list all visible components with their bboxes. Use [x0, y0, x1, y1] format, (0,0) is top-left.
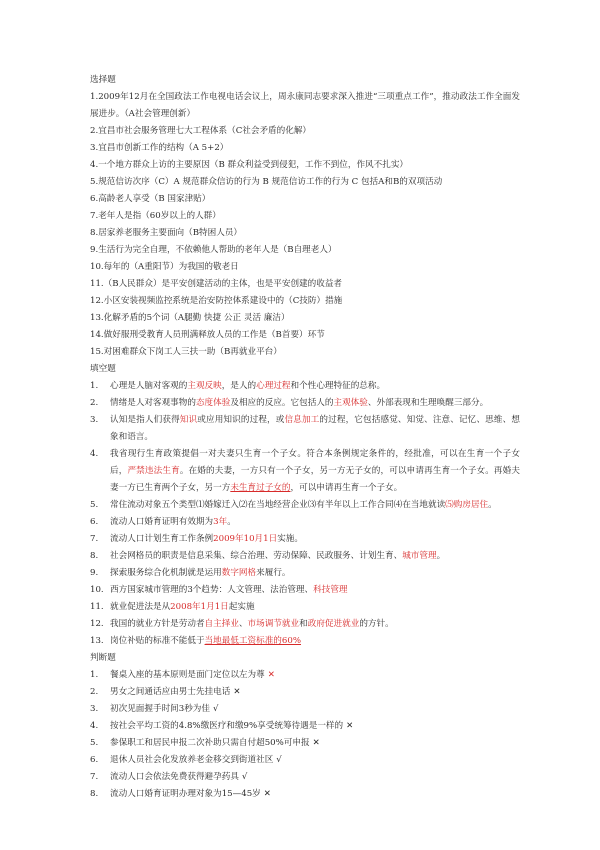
- fill-item: [90, 412, 520, 446]
- choice-item: 3.宜昌市创新工作的结构（A 5+2）: [90, 143, 229, 153]
- fill-item-number: 4.: [90, 449, 99, 459]
- judge-item: [90, 786, 520, 803]
- question-text: 认知是指人们获得: [110, 415, 180, 425]
- answer-highlight: 2008年1月1日: [170, 602, 229, 612]
- fill-item-text: [110, 497, 520, 514]
- fill-item-number: 6.: [90, 517, 99, 527]
- question-text: 西方国家城市管理的3个趋势：人文管理、法治管理、: [110, 585, 314, 595]
- question-text: 。: [436, 551, 446, 561]
- judge-item-number: 5.: [90, 738, 99, 748]
- choice-item: 6.高龄老人享受（B 国家津贴）: [90, 194, 211, 204]
- fill-item-number: 8.: [90, 551, 99, 561]
- question-text: 、: [238, 619, 248, 629]
- check-mark-icon: √: [213, 704, 219, 714]
- fill-item-number: 12.: [90, 619, 104, 629]
- question-text: 、外部表现和生理唤醒三部分。: [367, 398, 489, 408]
- fill-item: [90, 514, 520, 531]
- fill-item: [90, 616, 520, 633]
- question-text: 。在婚的夫妻，一方只有一个子女，另一方无子女的，可以申请再生育一个子女。再婚夫妻一方已生育两个子女，另一方: [110, 466, 520, 493]
- fill-item-number: 9.: [90, 568, 99, 578]
- section-title-choice: 选择题: [90, 75, 116, 85]
- answer-highlight: 政府促进就业: [307, 619, 360, 629]
- judge-item-text: [110, 701, 520, 718]
- answer-highlight: 主观体验: [333, 398, 368, 408]
- fill-item-number: 7.: [90, 534, 99, 544]
- question-text: 探索服务综合化机制就是运用: [110, 568, 222, 578]
- question-text: 流动人口计划生育工作条例: [110, 534, 214, 544]
- fill-item: [90, 378, 520, 395]
- question-text: 和个性心理特征的总称。: [290, 381, 386, 391]
- choice-item: 13.化解矛盾的5个词（A腿勤 快捷 公正 灵活 廉洁）: [90, 313, 290, 323]
- judge-item: [90, 684, 520, 701]
- question-text: 或应用知识的过程，或: [197, 415, 285, 425]
- document-page: [90, 72, 520, 803]
- choice-item: 15.对困难群众下岗工人三扶一助（B再就业平台）: [90, 347, 282, 357]
- choice-item: 9.生活行为完全自理，不依赖他人帮助的老年人是（B自理老人）: [90, 245, 337, 255]
- answer-highlight: ⑸购房居住: [445, 500, 489, 510]
- fill-question-list: [90, 378, 520, 650]
- check-mark-icon: √: [241, 772, 248, 782]
- question-text: 就业促进法是从: [110, 602, 171, 612]
- judge-item: [90, 667, 520, 684]
- judge-statement: 初次见面握手时间3秒为佳: [110, 704, 210, 714]
- judge-item-text: [110, 769, 520, 786]
- fill-item-text: [110, 446, 520, 497]
- section-title-judge: 判断题: [90, 653, 116, 663]
- answer-highlight: 科技管理: [313, 585, 348, 595]
- answer-highlight: 心理过程: [256, 381, 291, 391]
- choice-item: 7.老年人是指（60岁以上的人群）: [90, 211, 221, 221]
- fill-item-number: 1.: [90, 381, 99, 391]
- question-text: ，是人的: [221, 381, 257, 391]
- judge-statement: 流动人口婚育证明办理对象为15—45岁: [110, 789, 261, 799]
- judge-item: [90, 718, 520, 735]
- fill-item: [90, 582, 520, 599]
- answer-highlight: 2009年10月1日: [213, 534, 278, 544]
- answer-highlight: 3年: [213, 517, 228, 527]
- judge-statement: 餐桌入座的基本原则是面门定位以左为尊: [110, 670, 265, 680]
- judge-item-text: [110, 752, 520, 769]
- answer-highlight: 数字网格: [221, 568, 257, 578]
- judge-item-number: 7.: [90, 772, 99, 782]
- choice-item: 4.一个地方群众上访的主要原因（B 群众利益受到侵犯，工作不到位，作风不扎实）: [90, 160, 409, 170]
- judge-statement: 按社会平均工资的4.8%缴医疗和缴9%享受统筹待遇是一样的: [110, 721, 344, 731]
- question-text: 心理是人脑对客观的: [110, 381, 188, 391]
- section-title-fill: 填空题: [90, 364, 116, 374]
- judge-item-number: 4.: [90, 721, 99, 731]
- fill-item: [90, 548, 520, 565]
- choice-item: 12.小区安装视频监控系统是治安防控体系建设中的（C技防）措施: [90, 296, 343, 306]
- answer-highlight: 自主择业: [204, 619, 239, 629]
- judge-item-number: 8.: [90, 789, 99, 799]
- question-text: 的过程，它包括感觉、知觉、注意、记忆、思维、想象和语言。: [110, 415, 520, 442]
- judge-item-number: 6.: [90, 755, 99, 765]
- question-text: 及相应的反应。它包括人的: [230, 398, 334, 408]
- fill-item-text: [110, 412, 520, 446]
- choice-item: 14.做好服刑受教育人员刑满释放人员的工作是（B首要）环节: [90, 330, 325, 340]
- wrong-mark-icon: ✕: [233, 687, 241, 697]
- choice-item: 2.宜昌市社会服务管理七大工程体系（C社会矛盾的化解）: [90, 126, 312, 136]
- answer-highlight: 市场调节就业: [247, 619, 300, 629]
- fill-item-number: 11.: [90, 602, 104, 612]
- question-text: 我省现行生育政策提倡一对夫妻只生育一个子女。符合本条例规定条件的，经批准，可以在生育一个子女后，: [110, 449, 520, 476]
- fill-item: [90, 633, 520, 650]
- choice-item: 5.规范信访次序（C）A 规范群众信访的行为 B 规范信访工作的行为 C 包括A和B的双项活动: [90, 177, 443, 187]
- judge-item-text: [110, 735, 520, 752]
- question-text: 社会网格员的职责是信息采集、综合治理、劳动保障、民政服务、计划生育、: [110, 551, 403, 561]
- fill-item-number: 2.: [90, 398, 99, 408]
- answer-highlight: 知识: [179, 415, 198, 425]
- wrong-mark-icon: ✕: [263, 789, 271, 799]
- fill-item-text: [110, 599, 520, 616]
- judge-item-text: [110, 667, 520, 684]
- fill-item-text: [110, 395, 520, 412]
- answer-highlight: 当地最低工资标准的60%: [204, 636, 301, 646]
- question-text: 和: [299, 619, 308, 629]
- choice-question-list: [90, 89, 520, 361]
- answer-highlight: 信息加工: [284, 415, 320, 425]
- fill-item-text: [110, 582, 520, 599]
- judge-item-number: 1.: [90, 670, 99, 680]
- wrong-mark-icon: ✕: [312, 738, 320, 748]
- choice-item: 8.居家养老服务主要面向（B特困人员）: [90, 228, 243, 238]
- question-text: 来履行。: [256, 568, 291, 578]
- fill-item: [90, 497, 520, 514]
- fill-item-text: [110, 616, 520, 633]
- fill-item: [90, 565, 520, 582]
- choice-item: 1.2009年12月在全国政法工作电视电话会议上，周永康同志要求深入推进“三项重点工作”，推动政法工作全面发展进步。（A社会管理创新）: [90, 92, 520, 119]
- judge-item-number: 2.: [90, 687, 99, 697]
- fill-item-text: [110, 514, 520, 531]
- question-text: 岗位补贴的标准不能低于: [110, 636, 205, 646]
- answer-highlight: 严禁违法生育: [127, 466, 180, 476]
- question-text: 常住流动对象五个类型⑴婚嫁迁入⑵在当地经营企业⑶有半年以上工作合同⑷在当地就读: [110, 500, 446, 510]
- question-text: 情绪是人对客观事物的: [110, 398, 196, 408]
- judge-item: [90, 735, 520, 752]
- fill-item-text: [110, 633, 520, 650]
- judge-question-list: [90, 667, 520, 803]
- fill-item-text: [110, 531, 520, 548]
- check-mark-icon: √: [276, 755, 282, 765]
- answer-highlight: 城市管理: [402, 551, 437, 561]
- fill-item-number: 3.: [90, 415, 99, 425]
- judge-statement: 退休人员社会化发放养老金移交到街道社区: [110, 755, 274, 765]
- question-text: 的方针。: [359, 619, 394, 629]
- question-text: 实施。: [277, 534, 303, 544]
- judge-item: [90, 769, 520, 786]
- wrong-mark-icon: ✕: [267, 670, 275, 680]
- judge-item-text: [110, 684, 520, 701]
- judge-item-text: [110, 786, 520, 803]
- fill-item-text: [110, 378, 520, 395]
- fill-item: [90, 599, 520, 616]
- question-text: 流动人口婚育证明有效期为: [110, 517, 214, 527]
- fill-item-number: 10.: [90, 585, 104, 595]
- judge-item: [90, 752, 520, 769]
- judge-item-number: 3.: [90, 704, 99, 714]
- judge-item: [90, 701, 520, 718]
- question-text: 。: [488, 500, 497, 510]
- wrong-mark-icon: ✕: [346, 721, 354, 731]
- judge-statement: 参保职工和居民申报二次补助只需自付超50%可申报: [110, 738, 310, 748]
- question-text: 起实施: [228, 602, 255, 612]
- judge-statement: 流动人口会依法免费获得避孕药具: [110, 772, 239, 782]
- choice-item: 11.（B人民群众）是平安创建活动的主体，也是平安创建的收益者: [90, 279, 343, 289]
- question-text: 。: [227, 517, 236, 527]
- judge-item-text: [110, 718, 520, 735]
- choice-item: 10.每年的（A重阳节）为我国的敬老日: [90, 262, 239, 272]
- answer-highlight: 主观反映: [187, 381, 222, 391]
- fill-item-text: [110, 565, 520, 582]
- fill-item: [90, 395, 520, 412]
- judge-statement: 男女之间通话应由男士先挂电话: [110, 687, 231, 697]
- question-text: ，可以申请再生育一个子女。: [290, 483, 403, 493]
- fill-item-text: [110, 548, 520, 565]
- fill-item-number: 5.: [90, 500, 99, 510]
- question-text: 我国的就业方针是劳动者: [110, 619, 205, 629]
- answer-highlight: 未生育过子女的: [230, 483, 291, 493]
- fill-item-number: 13.: [90, 636, 104, 646]
- answer-highlight: 态度体验: [195, 398, 231, 408]
- fill-item: [90, 531, 520, 548]
- fill-item: [90, 446, 520, 497]
